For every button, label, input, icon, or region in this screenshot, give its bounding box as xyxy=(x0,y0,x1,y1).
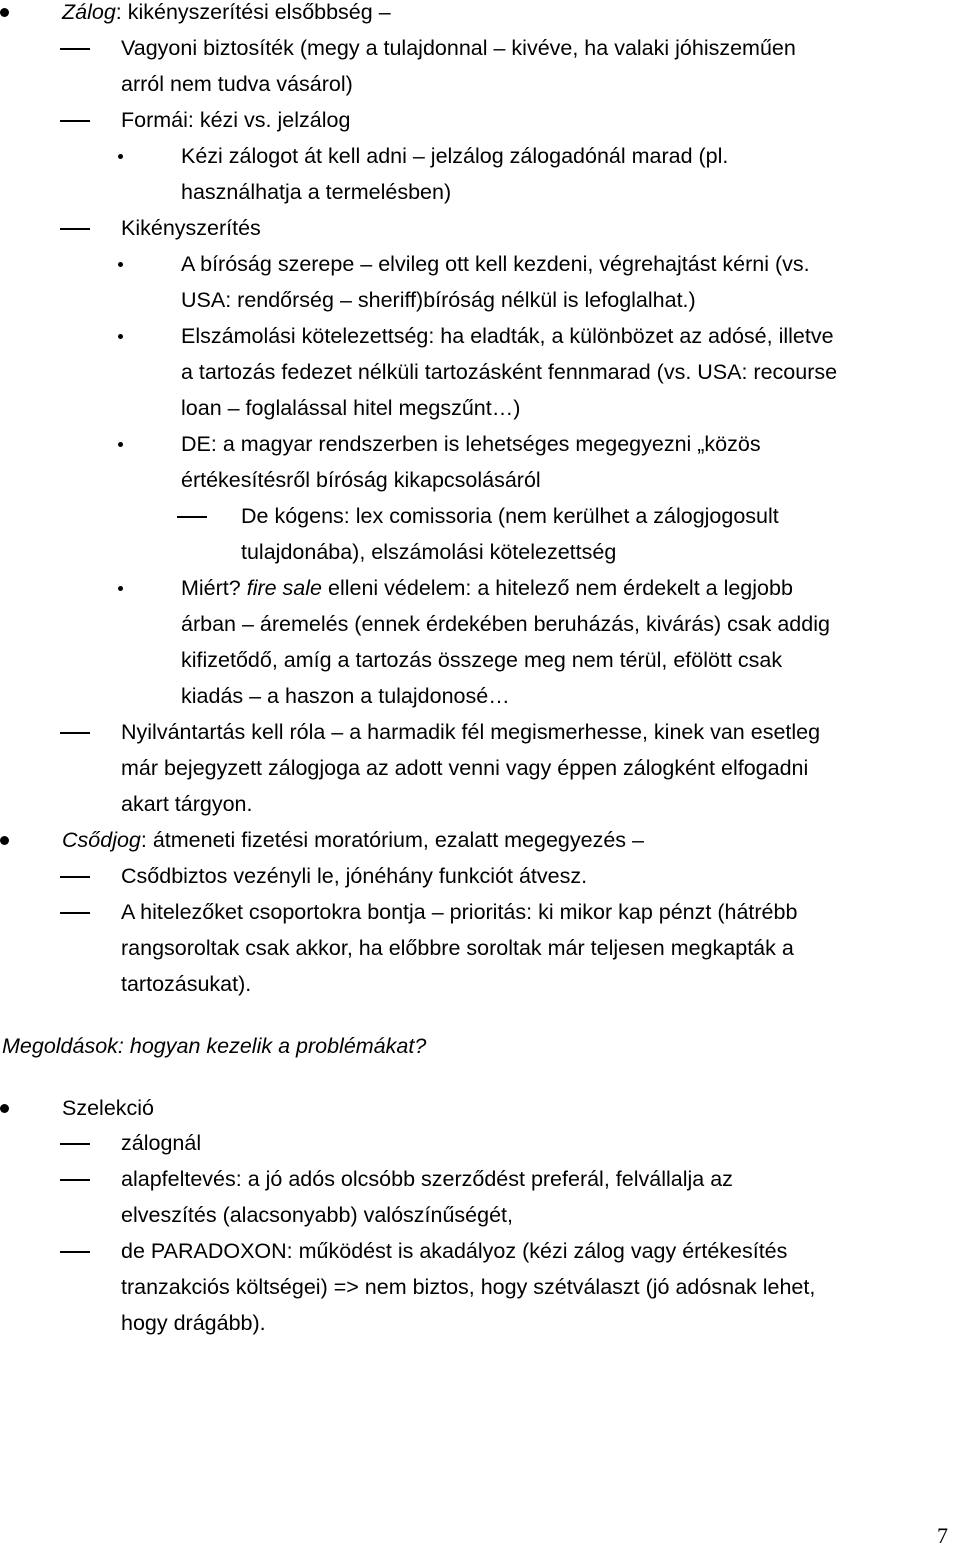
text-segment: rangsoroltak csak akkor, ha előbbre soroltak már teljesen megkapták a xyxy=(121,936,794,960)
text-line xyxy=(181,683,510,709)
page-number: 7 xyxy=(937,1523,948,1548)
text-segment: zálognál xyxy=(121,1131,202,1155)
text-line xyxy=(62,827,644,853)
bullet-dot-icon xyxy=(0,8,9,17)
italic-text: Megoldások: hogyan kezelik a problémákat? xyxy=(2,1034,427,1058)
text-segment: a tartozás fedezet nélküli tartozásként fennmarad (vs. USA: recourse xyxy=(181,360,838,384)
text-segment: Vagyoni biztosíték (megy a tulajdonnal – kivéve, ha valaki jóhiszeműen xyxy=(121,36,796,60)
text-line xyxy=(121,1238,787,1264)
text-line xyxy=(121,971,251,997)
bullet-dash-icon xyxy=(60,1179,90,1181)
text-line xyxy=(121,899,797,925)
text-segment: De kógens: lex comissoria (nem kerülhet a zálogjogosult xyxy=(241,504,779,528)
text-line xyxy=(121,107,350,133)
text-line xyxy=(121,1202,513,1228)
text-segment: értékesítésről bíróság kikapcsolásáról xyxy=(181,468,541,492)
text-line xyxy=(121,791,252,817)
bullet-dot-icon xyxy=(0,836,9,845)
text-line xyxy=(181,143,728,169)
text-line xyxy=(181,395,520,421)
text-segment: : átmeneti fizetési moratórium, ezalatt megegyezés – xyxy=(140,828,644,852)
text-segment: DE: a magyar rendszerben is lehetséges megegyezni „közös xyxy=(181,432,761,456)
text-line xyxy=(121,71,353,97)
text-line xyxy=(241,503,779,529)
bullet-dash-icon xyxy=(60,120,90,122)
text-line xyxy=(181,467,541,493)
text-segment: Formái: kézi vs. jelzálog xyxy=(121,108,351,132)
text-segment: de PARADOXON: működést is akadályoz (kézi zálog vagy értékesítés xyxy=(121,1239,788,1263)
text-line xyxy=(241,539,616,565)
text-line xyxy=(181,611,830,637)
text-segment: Kézi zálogot át kell adni – jelzálog zálogadónál marad (pl. xyxy=(181,144,729,168)
text-segment: tulajdonába), elszámolási kötelezettség xyxy=(241,540,617,564)
bullet-small-dot-icon xyxy=(118,586,123,591)
text-line xyxy=(181,575,793,601)
text-segment: tartozásukat). xyxy=(121,972,252,996)
text-segment: elveszítés (alacsonyabb) valószínűségét, xyxy=(121,1203,513,1227)
text-line xyxy=(121,755,808,781)
text-segment: használhatja a termelésben) xyxy=(181,180,452,204)
italic-text: Csődjog xyxy=(62,828,141,852)
text-line xyxy=(121,1166,733,1192)
text-segment: Nyilvántartás kell róla – a harmadik fél megismerhesse, kinek van esetleg xyxy=(121,720,821,744)
bullet-small-dot-icon xyxy=(118,154,123,159)
text-segment: árban – áremelés (ennek érdekében beruházás, kivárás) csak addig xyxy=(181,612,830,636)
text-line xyxy=(121,935,794,961)
text-line xyxy=(181,179,451,205)
bullet-small-dot-icon xyxy=(118,334,123,339)
bullet-dash-icon xyxy=(60,48,90,50)
text-line xyxy=(181,287,696,313)
text-segment: : kikényszerítési elsőbbség – xyxy=(115,0,391,24)
text-segment: A hitelezőket csoportokra bontja – prioritás: ki mikor kap pénzt (hátrébb xyxy=(121,900,798,924)
bullet-small-dot-icon xyxy=(118,442,123,447)
italic-text: Zálog xyxy=(62,0,116,24)
text-line xyxy=(121,719,820,745)
text-segment: Miért? xyxy=(181,576,247,600)
text-line xyxy=(121,1310,266,1336)
text-segment: A bíróság szerepe – elvileg ott kell kezdeni, végrehajtást kérni (vs. xyxy=(181,252,810,276)
text-line xyxy=(121,863,587,889)
text-line xyxy=(121,1130,201,1156)
text-line xyxy=(121,35,796,61)
text-segment: Szelekció xyxy=(62,1096,155,1120)
text-line xyxy=(121,1274,815,1300)
bullet-dash-icon xyxy=(177,516,207,518)
text-segment: akart tárgyon. xyxy=(121,792,253,816)
text-segment: loan – foglalással hitel megszűnt…) xyxy=(181,396,521,420)
text-line xyxy=(62,0,391,25)
text-segment: hogy drágább). xyxy=(121,1311,266,1335)
text-segment: elleni védelem: a hitelező nem érdekelt a legjobb xyxy=(322,576,793,600)
text-line xyxy=(181,323,834,349)
text-line xyxy=(181,359,837,385)
bullet-dash-icon xyxy=(60,732,90,734)
text-segment: már bejegyzett zálogjoga az adott venni vagy éppen zálogként elfogadni xyxy=(121,756,809,780)
text-segment: tranzakciós költségei) => nem biztos, hogy szétválaszt (jó adósnak lehet, xyxy=(121,1275,816,1299)
text-segment: USA: rendőrség – sheriff)bíróság nélkül is lefoglalhat.) xyxy=(181,288,696,312)
bullet-dot-icon xyxy=(0,1104,9,1113)
bullet-dash-icon xyxy=(60,912,90,914)
text-segment: Kikényszerítés xyxy=(121,216,261,240)
text-line xyxy=(62,1095,154,1121)
text-segment: alapfeltevés: a jó adós olcsóbb szerződést preferál, felvállalja az xyxy=(121,1167,733,1191)
text-segment: kifizetődő, amíg a tartozás összege meg nem térül, efölött csak xyxy=(181,648,783,672)
text-line xyxy=(121,215,261,241)
bullet-dash-icon xyxy=(60,1251,90,1253)
bullet-dash-icon xyxy=(60,1143,90,1145)
bullet-dash-icon xyxy=(60,876,90,878)
text-line xyxy=(181,431,761,457)
text-line xyxy=(181,251,810,277)
bullet-dash-icon xyxy=(60,228,90,230)
italic-text: fire sale xyxy=(246,576,323,600)
text-segment: kiadás – a haszon a tulajdonosé… xyxy=(181,684,510,708)
text-segment: Elszámolási kötelezettség: ha eladták, a különbözet az adósé, illetve xyxy=(181,324,834,348)
text-line xyxy=(2,1033,426,1059)
text-segment: arról nem tudva vásárol) xyxy=(121,72,353,96)
text-line xyxy=(181,647,782,673)
bullet-small-dot-icon xyxy=(118,262,123,267)
text-segment: Csődbiztos vezényli le, jónéhány funkciót átvesz. xyxy=(121,864,588,888)
